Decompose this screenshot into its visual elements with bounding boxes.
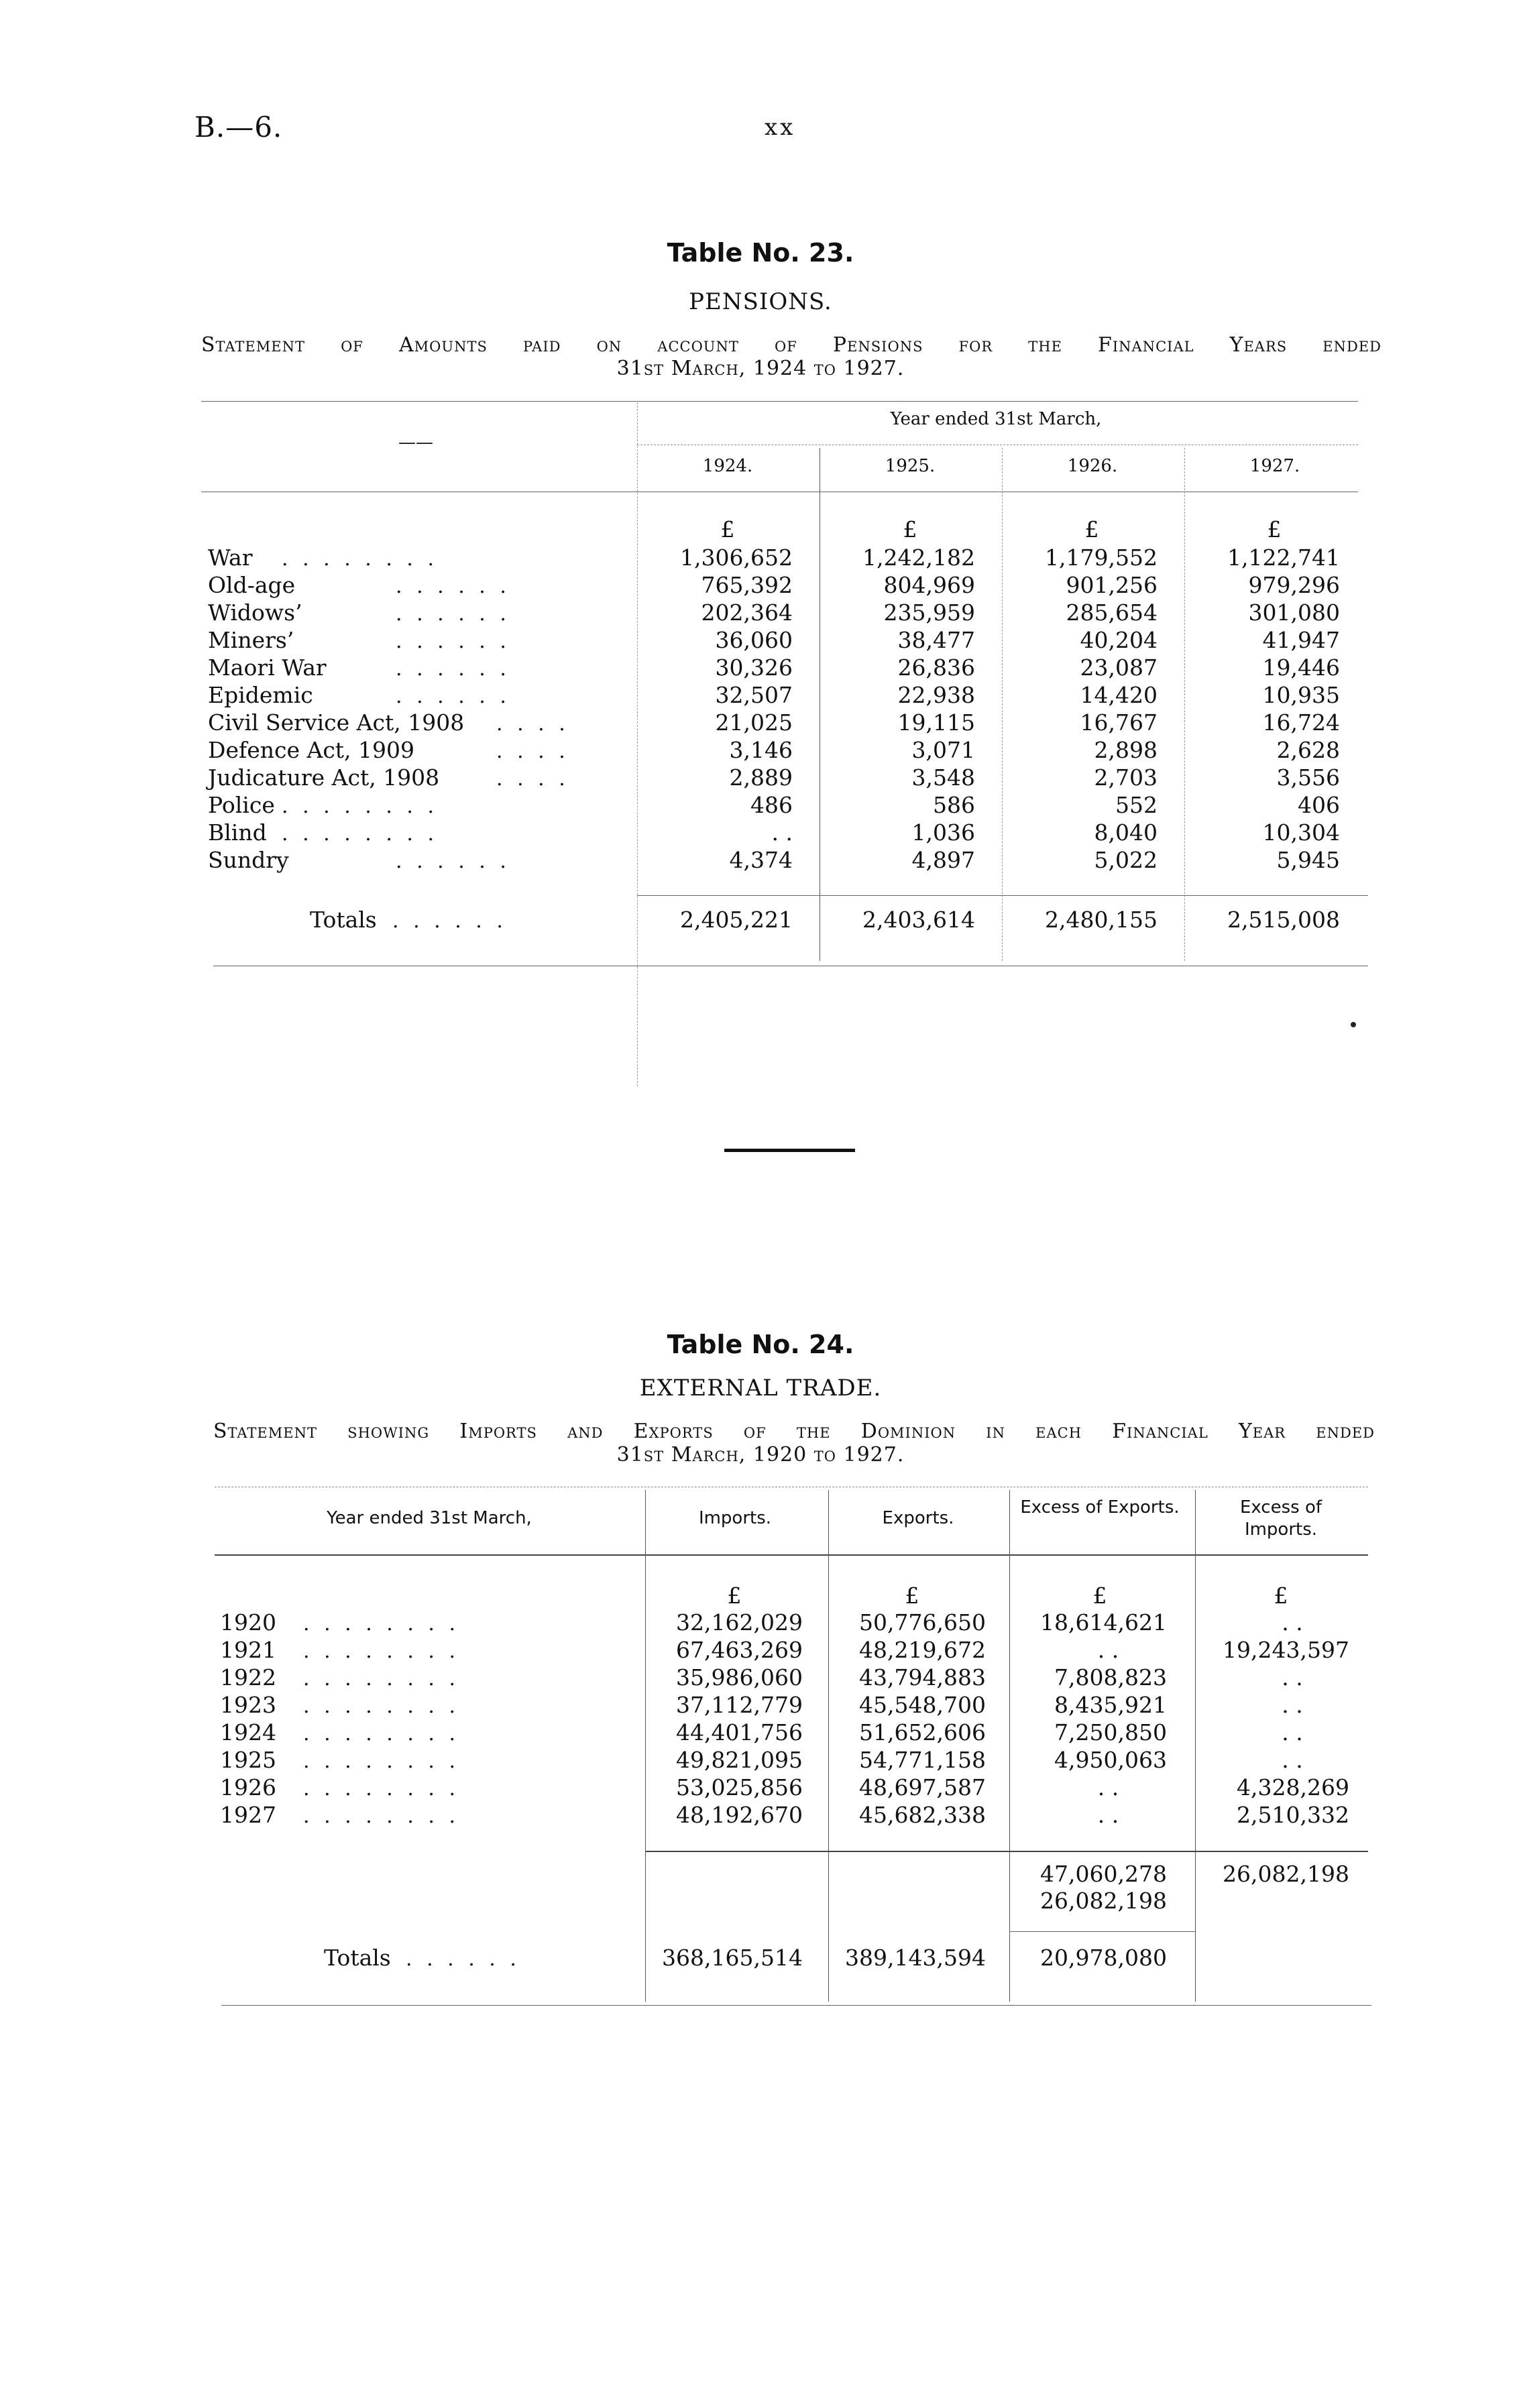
table24-cell-excess-imports: 2,510,332	[1237, 1802, 1349, 1828]
table24-subtotal-excess-imports: 26,082,198	[1223, 1861, 1349, 1887]
table24-cell-imports: 35,986,060	[676, 1664, 803, 1690]
table23-row-leader: . . . . . .	[396, 602, 510, 626]
table24-cell-excess-exports: . .	[1097, 1774, 1119, 1800]
table24-statement-line1: Statement showing Imports and Exports of the Dominion in each Financial Year ended	[213, 1420, 1375, 1443]
table23-totals-dots: . . . . . .	[392, 909, 507, 933]
table24-title: Table No. 24.	[667, 1330, 854, 1359]
table23-row-leader: . . . .	[496, 767, 569, 791]
table23-cell: 3,146	[729, 737, 793, 763]
table23-cell: 3,071	[911, 737, 975, 763]
table24-row-year: 1923	[220, 1692, 276, 1718]
table23-row-label: Old-age	[208, 572, 296, 598]
table23-unit-1925: £	[903, 516, 917, 542]
table23-cell: 8,040	[1094, 819, 1158, 846]
table24-row-leader: . . . . . . . .	[303, 1640, 460, 1663]
table24-cell-exports: 45,682,338	[859, 1802, 986, 1828]
table23-header-group: Year ended 31st March,	[890, 409, 1102, 429]
table24-col-exports: Exports.	[882, 1508, 954, 1528]
table24-col-excess-imports: Excess of Imports.	[1239, 1497, 1322, 1540]
table23-cell: 901,256	[1066, 572, 1158, 598]
table23-cell: 2,898	[1094, 737, 1158, 763]
table23-row-label: Blind	[208, 819, 267, 846]
table24-total-exports: 389,143,594	[845, 1945, 986, 1971]
table24-row-leader: . . . . . . . .	[303, 1612, 460, 1636]
table23-cell: 36,060	[715, 627, 793, 653]
table24-statement-line2: 31st March, 1920 to 1927.	[616, 1443, 905, 1467]
table23-cell: 202,364	[701, 599, 793, 626]
table23-row-label: Epidemic	[208, 682, 313, 708]
table24-row-leader: . . . . . . . .	[303, 1804, 460, 1828]
table23-cell: 4,897	[911, 847, 975, 873]
table24-subtitle: EXTERNAL TRADE.	[639, 1375, 882, 1401]
table24-subtotal-less-imports: 26,082,198	[1040, 1888, 1167, 1914]
table24-subtotal-rule	[645, 1851, 1368, 1852]
table23-cell: 1,179,552	[1045, 544, 1158, 571]
table24-cell-excess-imports: . .	[1282, 1719, 1303, 1745]
table23-cell: 30,326	[715, 654, 793, 681]
table23-cell: 16,767	[1080, 709, 1158, 736]
table24-unit-exports: £	[905, 1583, 919, 1609]
table24-cell-excess-exports: . .	[1097, 1637, 1119, 1663]
table24-cell-excess-exports: 18,614,621	[1040, 1609, 1167, 1636]
table23-cell: 979,296	[1248, 572, 1340, 598]
table23-row-leader: . . . . . . . .	[282, 795, 439, 818]
table23-row-leader: . . . . . .	[396, 657, 510, 681]
table24-subtotal-excess-exports: 47,060,278	[1040, 1861, 1167, 1887]
table24-row-year: 1921	[220, 1637, 276, 1663]
table24-cell-imports: 37,112,779	[676, 1692, 803, 1718]
table23-cell: 41,947	[1262, 627, 1340, 653]
table24-cell-exports: 48,697,587	[859, 1774, 986, 1800]
table23-cell: 4,374	[729, 847, 793, 873]
table24-cell-exports: 48,219,672	[859, 1637, 986, 1663]
table24-row-leader: . . . . . . . .	[303, 1695, 460, 1718]
table24-vline-4	[1195, 1490, 1196, 2002]
table23-totals-rule	[637, 895, 1368, 896]
table23-cell: 5,945	[1276, 847, 1340, 873]
table23-row-label: Civil Service Act, 1908	[208, 709, 465, 736]
table24-row-year: 1925	[220, 1747, 276, 1773]
table23-col-1924: 1924.	[702, 456, 753, 476]
table23-cell: 586	[933, 792, 975, 818]
table23-col-1925: 1925.	[885, 456, 936, 476]
table23-row-leader: . . . . . . . .	[282, 547, 439, 571]
table23-unit-1927: £	[1267, 516, 1282, 542]
table24-cell-excess-exports: . .	[1097, 1802, 1119, 1828]
table23-cell: 3,556	[1276, 764, 1340, 791]
table24-cell-excess-imports: . .	[1282, 1609, 1303, 1636]
table23-row-leader: . . . . . .	[396, 685, 510, 708]
table23-cell: 1,242,182	[862, 544, 975, 571]
table23-unit-1924: £	[720, 516, 735, 542]
table23-cell: 804,969	[883, 572, 975, 598]
table23-cell: 1,122,741	[1227, 544, 1340, 571]
table23-cell: 552	[1115, 792, 1158, 818]
table24-cell-excess-imports: . .	[1282, 1747, 1303, 1773]
table23-row-label: Police	[208, 792, 275, 818]
table23-cell: 2,703	[1094, 764, 1158, 791]
table24-unit-excess-imports: £	[1274, 1583, 1288, 1609]
table24-cell-excess-exports: 7,808,823	[1054, 1664, 1167, 1690]
table24-col-imports: Imports.	[698, 1508, 772, 1528]
table23-cell: 14,420	[1080, 682, 1158, 708]
table24-cell-exports: 43,794,883	[859, 1664, 986, 1690]
table24-cell-imports: 67,463,269	[676, 1637, 803, 1663]
table24-vline-3	[1009, 1490, 1010, 2002]
table24-row-leader: . . . . . . . .	[303, 1722, 460, 1745]
table23-row-label: War	[208, 544, 253, 571]
table24-cell-exports: 51,652,606	[859, 1719, 986, 1745]
ink-speck	[1351, 1022, 1356, 1027]
table23-row-leader: . . . .	[496, 740, 569, 763]
table23-cell: 765,392	[701, 572, 793, 598]
table23-cell: 19,446	[1262, 654, 1340, 681]
table23-row-leader: . . . . . .	[396, 850, 510, 873]
table24-cell-imports: 32,162,029	[676, 1609, 803, 1636]
table24-row-year: 1924	[220, 1719, 276, 1745]
table23-cell: 285,654	[1066, 599, 1158, 626]
table24-net-rule	[1009, 1931, 1195, 1932]
table23-statement-line2: 31st March, 1924 to 1927.	[616, 357, 905, 380]
table24-row-year: 1927	[220, 1802, 276, 1828]
table24-cell-excess-exports: 7,250,850	[1054, 1719, 1167, 1745]
table24-cell-imports: 44,401,756	[676, 1719, 803, 1745]
table23-col-1926: 1926.	[1067, 456, 1118, 476]
table23-row-label: Maori War	[208, 654, 327, 681]
table23-cell: 10,304	[1262, 819, 1340, 846]
table23-cell: 16,724	[1262, 709, 1340, 736]
table23-row-leader: . . . .	[496, 712, 569, 736]
table24-bottom-rule	[221, 2005, 1371, 2006]
table23-stub-header: ——	[398, 433, 433, 453]
table23-row-label: Defence Act, 1909	[208, 737, 415, 763]
table24-cell-excess-imports: 4,328,269	[1237, 1774, 1349, 1800]
table24-unit-excess-exports: £	[1092, 1583, 1107, 1609]
table23-row-label: Miners’	[208, 627, 294, 653]
table24-row-leader: . . . . . . . .	[303, 1667, 460, 1690]
table24-cell-imports: 49,821,095	[676, 1747, 803, 1773]
table23-col-1927: 1927.	[1249, 456, 1300, 476]
table23-cell: 10,935	[1262, 682, 1340, 708]
table23-totals-label: Totals	[310, 907, 377, 933]
table23-cell: 2,628	[1276, 737, 1340, 763]
table24-row-year: 1922	[220, 1664, 276, 1690]
table24-totals-label: Totals	[324, 1945, 391, 1971]
table23-cell: 40,204	[1080, 627, 1158, 653]
table23-total-1927: 2,515,008	[1227, 907, 1340, 933]
table23-cell: 2,889	[729, 764, 793, 791]
table23-total-1925: 2,403,614	[862, 907, 975, 933]
table24-total-imports: 368,165,514	[662, 1945, 803, 1971]
table24-cell-excess-imports: 19,243,597	[1223, 1637, 1349, 1663]
table23-cell: 1,306,652	[680, 544, 793, 571]
table23-cell: 301,080	[1248, 599, 1340, 626]
table23-cell: 22,938	[897, 682, 975, 708]
table23-cell: 1,036	[911, 819, 975, 846]
table24-row-year: 1926	[220, 1774, 276, 1800]
table23-title: Table No. 23.	[667, 238, 854, 268]
table24-vline-2	[828, 1490, 829, 2002]
table23-cell: 32,507	[715, 682, 793, 708]
table23-row-leader: . . . . . .	[396, 630, 510, 653]
table24-vline-1	[645, 1490, 646, 2002]
table23-total-1924: 2,405,221	[680, 907, 793, 933]
table24-cell-excess-exports: 4,950,063	[1054, 1747, 1167, 1773]
table24-cell-excess-imports: . .	[1282, 1692, 1303, 1718]
table24-cell-exports: 50,776,650	[859, 1609, 986, 1636]
table23-cell: 235,959	[883, 599, 975, 626]
table24-cell-excess-imports: . .	[1282, 1664, 1303, 1690]
table24-totals-dots: . . . . . .	[406, 1947, 520, 1971]
table24-net-excess-exports: 20,978,080	[1040, 1945, 1167, 1971]
table23-cell: 406	[1298, 792, 1340, 818]
table24-row-leader: . . . . . . . .	[303, 1750, 460, 1773]
page-id: B.—6.	[194, 111, 283, 144]
table24-cell-exports: 54,771,158	[859, 1747, 986, 1773]
table23-top-rule	[201, 401, 1358, 402]
table24-row-leader: . . . . . . . .	[303, 1777, 460, 1800]
table23-cell: 3,548	[911, 764, 975, 791]
table23-row-leader: . . . . . .	[396, 575, 510, 598]
table24-col-excess-exports: Excess of Exports.	[1020, 1497, 1180, 1517]
table23-row-leader: . . . . . . . .	[282, 822, 439, 846]
page-number: xx	[765, 114, 796, 141]
table24-unit-imports: £	[727, 1583, 742, 1609]
table23-cell: 5,022	[1094, 847, 1158, 873]
table24-cell-excess-exports: 8,435,921	[1054, 1692, 1167, 1718]
table23-cell: 21,025	[715, 709, 793, 736]
table24-cell-exports: 45,548,700	[859, 1692, 986, 1718]
table23-subtitle: PENSIONS.	[689, 288, 832, 315]
table23-row-label: Judicature Act, 1908	[208, 764, 440, 791]
table23-cell: 38,477	[897, 627, 975, 653]
table24-row-year: 1920	[220, 1609, 276, 1636]
table23-unit-1926: £	[1084, 516, 1099, 542]
table23-statement-line1: Statement of Amounts paid on account of Pensions for the Financial Years ended	[201, 333, 1382, 357]
table23-cell: 26,836	[897, 654, 975, 681]
section-divider	[724, 1149, 855, 1152]
table24-cell-imports: 53,025,856	[676, 1774, 803, 1800]
table23-row-label: Sundry	[208, 847, 289, 873]
table23-row-label: Widows’	[208, 599, 302, 626]
table24-stub-header: Year ended 31st March,	[327, 1508, 532, 1528]
table23-total-1926: 2,480,155	[1045, 907, 1158, 933]
table23-cell: 486	[750, 792, 793, 818]
table23-cell: 19,115	[897, 709, 975, 736]
table24-cell-imports: 48,192,670	[676, 1802, 803, 1828]
table23-cell: 23,087	[1080, 654, 1158, 681]
table23-cell: . .	[771, 819, 793, 846]
